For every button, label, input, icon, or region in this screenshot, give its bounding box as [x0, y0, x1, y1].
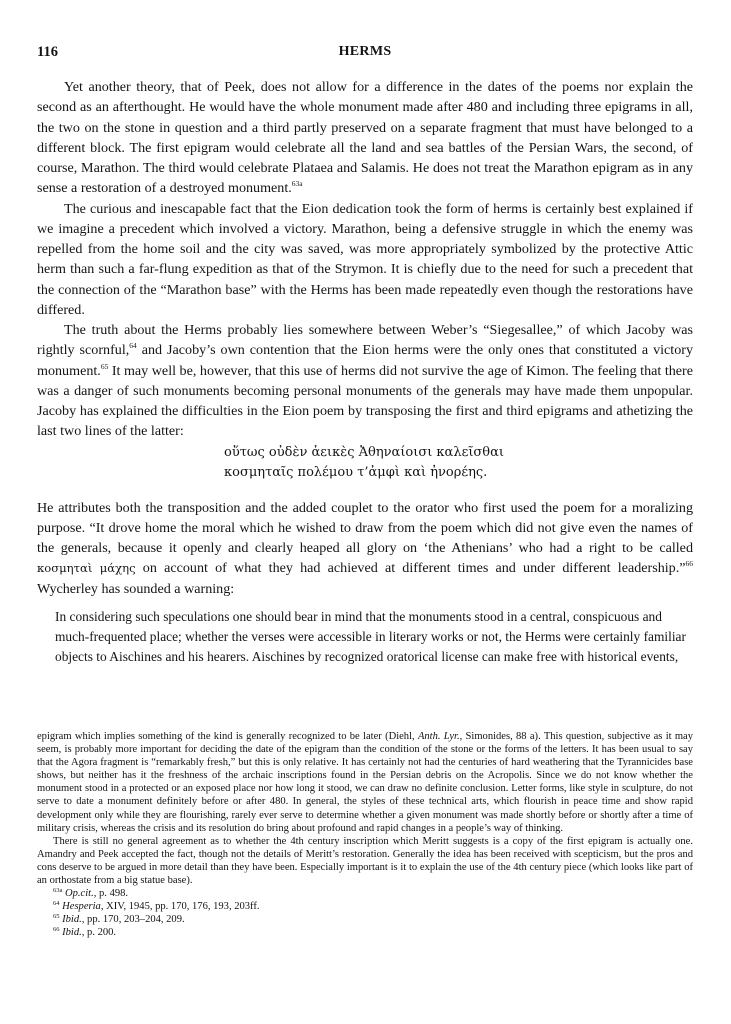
paragraph-text: Wycherley has sounded a warning:: [37, 580, 235, 597]
footnote-text: , pp. 170, 203–204, 209.: [81, 914, 185, 926]
running-head: HERMS: [338, 44, 392, 59]
paragraph-orator: [37, 498, 693, 599]
page-number: 116: [37, 44, 58, 60]
paragraph-eion-herms: The curious and inescapable fact that the Eion dedication took the form of herms is certainly best explained if we imagine a precedent which involved a victory. Marathon, being a defensive struggle in which the enemy was repelled from the home soil and the city was saved, was more appropriately symbolized by the protective Attic herm than such a far-flung expedition as that of the Strymon. It is chiefly due to the need for such a precedent that the connection of the “Marathon base” with the Herms has been made repeatedly even though the restorations have differed.: [37, 200, 693, 318]
footnote-63a: [37, 887, 693, 900]
footnote-text: , p. 498.: [93, 888, 129, 900]
footnote-ref-63a[interactable]: 63a: [291, 179, 303, 189]
footnote-text: , XIV, 1945, pp. 170, 176, 193, 203ff.: [100, 901, 260, 913]
block-quote: In considering such speculations one should bear in mind that the monuments stood in a central, conspicuous and much-frequented place; whether the verses were accessible in literary works or not, the Herms were certainly familiar objects to Aischines and his hearers. Aischines by recognized oratorical license can make free with historical events,: [55, 608, 686, 664]
paragraph-text: and Jacoby’s own contention that the Eion herms were the only ones that constituted a victory monument.: [37, 342, 693, 379]
citation-title: Ibid.: [62, 927, 82, 939]
spacer: [37, 483, 693, 498]
citation-title: Ibid.: [62, 914, 82, 926]
footnote-ref-64[interactable]: 64: [129, 341, 137, 351]
footnote-text: , Simonides, 88 a). This question, subjective as it may seem, is probably more important for deciding the date of the epigram than the condition of the stone or the forms of the letters. It has been usual to say that the Agora fragment is “remarkably fresh,” but this is only relative. It has certainly not had the centuries of hard weathering that the Tyrannicides base shows, but neither has it the freshness of the archaic inscriptions found in the Persian debris on the Acropolis. Since we do not know whether the monument stood in a protected or an exposed place nor how long it stood, we can draw no definite conclusion. Letter forms, like style in sculpture, do not serve to date a monument definitely before or after 480. In general, the styles of these technical arts, which flourish in peace time and show rapid development only while they are flourishing, rarely ever serve to determine whether a given monument was made shortly before or shortly after a time of military crisis, whereas the crisis and its resolution do bring about profound and rapid changes in a people’s way of thinking.: [37, 731, 694, 834]
page-header: [37, 44, 693, 64]
footnote-65: [37, 913, 693, 926]
footnote-number: 63a: [53, 887, 63, 895]
footnote-number: 65: [53, 913, 60, 921]
greek-phrase: κοσμηταὶ μάχης: [37, 561, 136, 576]
footnote-ref-65[interactable]: 65: [100, 361, 109, 371]
paragraph-text: He attributes both the transposition and the added couplet to the orator who first used the poem for a moralizing purpose. “It drove home the moral which he wished to draw from the poem which did not give even the names of the generals, because it openly and clearly heaped all glory on ‘the Athenians’ who had a right to be called: [37, 499, 693, 556]
paragraph-text: It may well be, however, that this use of herms did not survive the age of Kimon. The feeling that there was a danger of such monuments becoming personal monuments of the generals may have made them unpopular. Jacoby has explained the difficulties in the Eion poem by transposing the first and third epigrams and athetizing the last two lines of the latter:: [37, 362, 694, 440]
paragraph-text: on account of what they had achieved at different times and under different leadership.”: [135, 560, 686, 577]
citation-title: Hesperia: [62, 901, 101, 913]
footnote-paragraph: There is still no general agreement as to whether the 4th century inscription which Meritt suggests is a copy of the first epigram is actually one. Amandry and Peek accepted the fact, though not the details of Meritt’s restoration. Generally the idea has been received with scepticism, but the pros and cons deserve to be argued in more detail than they have been. Especially important is it to explain the use of the 4th century piece (which looks like part of an orthostate from a big statue base).: [37, 835, 693, 887]
greek-verse-line: οὕτως οὐδὲν ἀεικὲς Ἀθηναίοισι καλεῖσθαι: [224, 444, 504, 460]
footnote-continuation: [37, 730, 693, 835]
footnote-text: , p. 200.: [81, 927, 117, 939]
footnote-number: 66: [53, 926, 60, 934]
footnote-64: [37, 900, 693, 913]
paragraph-truth-about-herms: [37, 320, 693, 442]
footnote-number: 64: [53, 900, 60, 908]
main-text: [37, 77, 693, 667]
footnote-ref-66[interactable]: 66: [685, 559, 693, 569]
footnote-text: epigram which implies something of the kind is generally recognized to be later (Diehl,: [37, 731, 418, 742]
paragraph-peek-theory: [37, 77, 693, 199]
greek-verse: [37, 443, 693, 483]
citation-title: Op.cit.: [65, 888, 94, 900]
footnote-66: [37, 926, 693, 939]
citation-title: Anth. Lyr.: [417, 731, 460, 742]
paragraph-text: Yet another theory, that of Peek, does not allow for a difference in the dates of the poems nor explain the second as an afterthought. He would have the whole monument made after 480 and including three epigrams in all, the two on the stone in question and a third partly preserved on a separate fragment that must have belonged to a different block. The first epigram would celebrate all the land and sea battles of the Persian Wars, the second, of course, Marathon. The third would celebrate Plataea and Salamis. He does not treat the Marathon epigram as in any sense a restoration of a destroyed monument.: [37, 79, 693, 197]
footnotes: [37, 730, 693, 940]
paragraph-text: The truth about the Herms probably lies somewhere between Weber’s “Siegesallee,” of which Jacoby was rightly scornful,: [37, 322, 693, 359]
greek-verse-line: κοσμηταῖς πολέμου τ’ἀμφὶ καὶ ἠνορέης.: [224, 464, 488, 480]
